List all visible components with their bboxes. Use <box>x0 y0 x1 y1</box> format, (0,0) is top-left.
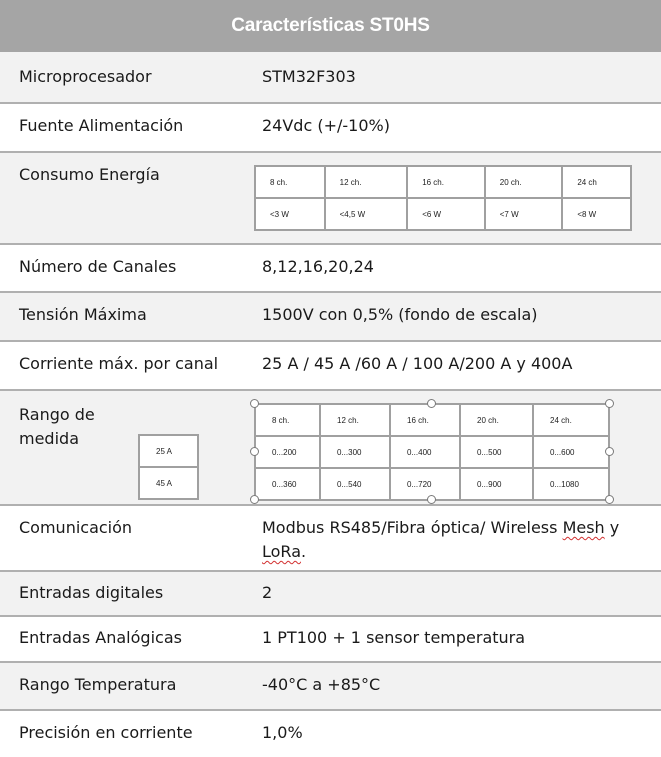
row-precision-corriente <box>0 711 661 757</box>
row-corriente-maxima <box>0 342 661 391</box>
rango-cell: 0...900 <box>460 468 533 500</box>
rango-header-cell: 16 ch. <box>390 404 460 436</box>
consumo-table <box>254 165 632 231</box>
comunicacion-text-2: y <box>604 518 620 537</box>
consumo-header-cell: 8 ch. <box>255 166 325 198</box>
row-entradas-analogicas <box>0 617 661 663</box>
rango-cell: 0...200 <box>255 436 320 468</box>
row-label: Entradas Analógicas <box>19 628 182 647</box>
consumo-value-row <box>255 198 631 230</box>
row-label: Microprocesador <box>19 67 152 86</box>
rango-cell: 0...360 <box>255 468 320 500</box>
amps-row <box>139 435 198 467</box>
row-value: STM32F303 <box>262 67 356 86</box>
resize-handle-middle-left[interactable] <box>250 447 259 456</box>
spellcheck-word-lora: LoRa <box>262 542 301 561</box>
row-label: Tensión Máxima <box>19 305 147 324</box>
consumo-value-cell: <4,5 W <box>325 198 408 230</box>
comunicacion-text-end: . <box>301 542 307 561</box>
consumo-value-cell: <8 W <box>562 198 631 230</box>
rango-cell: 0...720 <box>390 468 460 500</box>
row-value: 24Vdc (+/-10%) <box>262 116 390 135</box>
row-fuente-alimentacion <box>0 104 661 153</box>
comunicacion-text-1: Modbus RS485/Fibra óptica/ Wireless <box>262 518 563 537</box>
sheet-title: Características ST0HS <box>0 0 661 52</box>
row-label: Consumo Energía <box>19 165 160 184</box>
rango-cell: 0...300 <box>320 436 390 468</box>
row-value: 2 <box>262 583 273 602</box>
rango-header-row <box>255 404 609 436</box>
amps-table <box>138 434 199 500</box>
rango-row-25a <box>255 436 609 468</box>
rango-cell: 0...540 <box>320 468 390 500</box>
row-label-line1: Rango de <box>19 405 95 424</box>
row-label: Entradas digitales <box>19 583 164 602</box>
amps-cell: 45 A <box>139 467 198 499</box>
consumo-header-row <box>255 166 631 198</box>
row-value: 1500V con 0,5% (fondo de escala) <box>262 305 538 324</box>
row-value: 25 A / 45 A /60 A / 100 A/200 A y 400A <box>262 354 573 373</box>
consumo-header-cell: 16 ch. <box>407 166 485 198</box>
rango-header-cell: 12 ch. <box>320 404 390 436</box>
resize-handle-bottom-right[interactable] <box>605 495 614 504</box>
resize-handle-top-left[interactable] <box>250 399 259 408</box>
amps-row <box>139 467 198 499</box>
row-value: 8,12,16,20,24 <box>262 257 374 276</box>
row-label: Número de Canales <box>19 257 177 276</box>
row-consumo-energia <box>0 153 661 245</box>
row-rango-temperatura <box>0 663 661 711</box>
row-value: 1,0% <box>262 723 303 742</box>
row-label: Comunicación <box>19 518 133 537</box>
resize-handle-middle-right[interactable] <box>605 447 614 456</box>
rango-header-cell: 20 ch. <box>460 404 533 436</box>
row-value: -40°C a +85°C <box>262 675 381 694</box>
row-label: Rango Temperatura <box>19 675 177 694</box>
rango-header-cell: 8 ch. <box>255 404 320 436</box>
row-tension-maxima <box>0 293 661 342</box>
row-value <box>262 516 652 564</box>
resize-handle-top-center[interactable] <box>427 399 436 408</box>
rango-table <box>254 403 610 501</box>
consumo-value-cell: <3 W <box>255 198 325 230</box>
spellcheck-word-mesh: Mesh <box>562 518 605 537</box>
row-entradas-digitales <box>0 572 661 617</box>
row-label: Precisión en corriente <box>19 723 193 742</box>
consumo-header-cell: 20 ch. <box>485 166 563 198</box>
row-label: Corriente máx. por canal <box>19 354 219 373</box>
row-comunicacion <box>0 506 661 572</box>
rango-header-cell: 24 ch. <box>533 404 609 436</box>
resize-handle-top-right[interactable] <box>605 399 614 408</box>
rango-cell: 0...1080 <box>533 468 609 500</box>
consumo-header-cell: 24 ch <box>562 166 631 198</box>
consumo-value-cell: <6 W <box>407 198 485 230</box>
resize-handle-bottom-center[interactable] <box>427 495 436 504</box>
resize-handle-bottom-left[interactable] <box>250 495 259 504</box>
consumo-value-cell: <7 W <box>485 198 563 230</box>
row-label: Fuente Alimentación <box>19 116 184 135</box>
row-rango-medida <box>0 391 661 506</box>
row-numero-canales <box>0 245 661 293</box>
rango-cell: 0...400 <box>390 436 460 468</box>
consumo-header-cell: 12 ch. <box>325 166 408 198</box>
rango-cell: 0...600 <box>533 436 609 468</box>
row-microprocesador <box>0 52 661 104</box>
row-value: 1 PT100 + 1 sensor temperatura <box>262 628 526 647</box>
row-label-line2: medida <box>19 429 79 448</box>
amps-cell: 25 A <box>139 435 198 467</box>
rango-cell: 0...500 <box>460 436 533 468</box>
